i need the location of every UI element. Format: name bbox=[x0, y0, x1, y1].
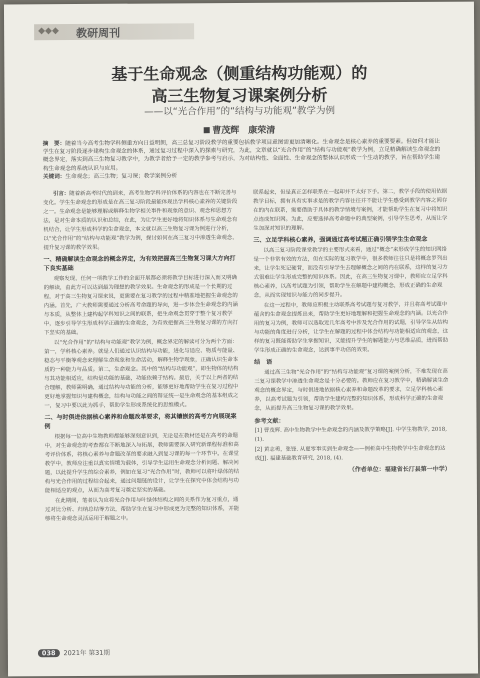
left-column bbox=[43, 189, 241, 525]
article-title-line1: 基于生命观念（侧重结构功能观）的 bbox=[111, 63, 368, 84]
right-column bbox=[253, 188, 451, 476]
author-affiliation: （作者单位：福建省长汀县第一中学） bbox=[348, 465, 451, 474]
intro-label: 引言： bbox=[53, 191, 70, 198]
author-bullet-icon bbox=[204, 127, 210, 133]
header-decoration: ◆◆◆ bbox=[38, 26, 59, 37]
author-line bbox=[5, 122, 475, 138]
section-heading-1: 一、精确解读生命观念的概念界定，为有效把握高三生物复习课大方向打下良实基础 bbox=[43, 255, 236, 273]
paragraph: 在此期间，笔者认为应将光合作用与叶绿体结构之间的关系作为复习重点，通过对比分析、归纳总结等方法，帮助学生在复习中形成更为完整的知识体系，并能够将生命观念灵活运用于解题之中。 bbox=[45, 497, 240, 523]
abstract-block bbox=[43, 138, 443, 181]
paragraph: 观察发现，任何一项教学工作的全面开展都必须将教学目标进行深入而又明确的解读，由此方可以达到最为理想的教学效果。生命观念的形成是一个长期的过程，对于高三生物复习课来说，更需要在复习教学的过程中精准地把握生命观念的内涵。首先，广大教师需要通过分析高考命题的导向，进一步体会生命观念的内涵与本质，从整体上建构起学科知识之间的联系，把生命观念贯穿于整个复习教学中，逐步引导学生形成科学正确的生命观念，为有效把握高三生物复习课的方向打下坚实的基础。 bbox=[43, 275, 238, 337]
references-heading: 参考文献： bbox=[254, 417, 285, 425]
page-number: 038 bbox=[38, 649, 60, 657]
paragraph: 以“光合作用”的“结构与功能观”教学为例，概念界定的解读可分为两个方面：第一，学科核心素养。就是人们通过认识结构与功能，进化与适应、物质与能量、稳态与平衡等观念来理解生命现象和生命活动，解释生物学现象，正确认识生命本质的一种能力与品质。第二，生命观念。其中的“结构与功能观”，即生物体的结构与其功能相适应，结构是功能的基础，功能依赖于结构。最后，关于以上两者的结合理解，教师需明确，通过结构与功能的分析，能够更好地帮助学生在复习过程中更好地掌握知识与建构概念，结构与功能之间的辩证统一是生命观念的基本组成之一，复习中要以此为抓手，帮助学生形成系统化的思维模式。 bbox=[44, 339, 239, 410]
article-title-line2: 高三生物复习课案例分析 bbox=[151, 85, 328, 106]
paragraph: 根据每一位高中生物教师都能够深刻意识到，无论是在教材还是在高考的命题中，对生命观念的考查都在不断地深入与拓展，教师需要深入研究新课程标准和高考评价体系，将核心素养与命题改革的要求融入到复习课的每一个环节中。在课堂教学中，教师应注重以真实情境为载体，引导学生运用生命观念分析问题、解决问题，以此提升学生的综合素养，例如在复习“光合作用”时，教师可以将叶绿体的结构与光合作用的过程结合起来，通过问题链的设计，让学生在探究中体会结构与功能相适应的观点，从而为高考复习奠定坚实的基础。 bbox=[44, 433, 240, 495]
keywords-text: 生命观念；高三生物；复习课；教学案例分析 bbox=[65, 173, 178, 180]
article-subtitle: ——以“光合作用”的“结构与功能观”教学为例 bbox=[144, 105, 335, 118]
journal-page bbox=[4, 2, 478, 677]
paragraph: 联系起来，但是真正怎样联系在一起却并不太好下手。第二，教学手段的使用依据教学目标，拥有具有实事求是的教学内容往往并不能让学生感受到教学内容之间存在的内在联系，需要借助于具体的教学情境与案例，才能帮助学生在复习中将知识点连成知识网。为此，应要选择高考命题中的典型案例，引导学生思考，从而让学生加深对知识的理解。 bbox=[253, 188, 448, 232]
paragraph: 以高三复习阶段课堂教学的主要形式来看，通过“概念”来形成学生的知识网络是一个非常有效的方法，但在实际的复习教学中，很多教师往往只是将概念罗列出来，让学生死记硬背，而没有引导学生去理解概念之间的内在联系，这样的复习方式很难让学生形成完整的知识体系。因此，在高三生物复习课中，教师应立足学科核心素养，以高考试题为引领，帮助学生在解题中建构概念，形成正确的生命观念，从而实现知识与能力的同步提升。 bbox=[253, 246, 448, 299]
conclusion-heading: 结 语 bbox=[254, 358, 273, 366]
column-title: 教研周刊 bbox=[76, 26, 121, 41]
column-header bbox=[34, 23, 194, 40]
section-heading-3: 三、立足学科核心素养，强调通过高考试题正确引领学生生命观念 bbox=[253, 235, 428, 244]
author-names: 曹茂辉 康荣清 bbox=[212, 125, 276, 137]
abstract-text: 随着当今高考生物学科侧重方向日益明朗，高三总复习阶段教学的重要包括教学项目意图需更加清晰化。生命观念是核心素养的重要要素。但如何才能让学生在复习阶段逐步建构生命观念的体系，通过复习过程中深入的探索与研究，为此，文章就以“光合作用”的“结构与功能观”教学为例，立足精确解读生命观念的概念界定，落实到高三生物复习教学中，为教学者给予一定的教学参考与启示，为对结构性、全面性、生命观念的整体认识形成一个生动的教学，旨在帮助学生建构生命观念的系统认识与应用。 bbox=[42, 138, 441, 172]
page-footer bbox=[38, 648, 110, 657]
issue-info: 2021年 第31期 bbox=[63, 648, 110, 658]
intro-text: 随着新高考时代的到来，高考生物学科评价体系的内容也在不断完善与变化。学生生命观念的形成是在高三复习阶段最能体现出学科核心素养的关键阶段之一。生命观念是能够理解或解释生物学相关事件和现象的意识、观念和思想方法，是对生命本质的认识和总结，在此，为让学生更好地将知识体系与生命观念有机结合，让学生形成科学的生命观念，本文就以高三生物复习课为例进行分析，以“光合作用”的“结构与功能观”教学为例，探讨如何在高三复习中渗透生命观念，提升复习课的教学效果。 bbox=[43, 190, 238, 252]
keywords-label: 关键词： bbox=[42, 173, 66, 181]
intro-paragraph bbox=[43, 189, 239, 253]
paragraph: 通过高三生物“光合作用”的“结构与功能观”复习课的案例分析，不难发现在高三复习课教学中渗透生命观念是十分必要的。教师应在复习教学中，精确解读生命观念的概念界定，与时俱进地依据核心素养和命题改革的要求，立足学科核心素养，以高考试题为引领，帮助学生建构完整的知识体系，形成科学正确的生命观念，从而提升高三生物复习课的教学效果。 bbox=[254, 368, 449, 412]
paragraph: 在这一过程中，教师应积极主动联系高考试题与复习教学，并且将高考试题中蕴含的生命观念提炼出来，帮助学生更好地理解和把握生命观念的内涵。以光合作用的复习为例，教师可以选取近几年高考中涉及光合作用的试题，引导学生从结构与功能的角度进行分析，让学生在解题的过程中体会结构与功能相适应的观念，这样的复习既能帮助学生掌握知识，又能提升学生的解题能力与思维品质，进而帮助学生形成正确的生命观念，达到事半功倍的效果。 bbox=[253, 301, 449, 354]
abstract-label: 摘 要： bbox=[42, 141, 66, 148]
section-heading-2: 二、与时俱进依据核心素养和命题改革要求，将其镶嵌的高考方向展现案例 bbox=[44, 413, 237, 431]
reference-item: [2] 黄志勇，张锋. 从夏零事实到生命观念——例析高中生物教学中生命观念的达成[J]. 福建基础教育研究, 2018, (4). bbox=[254, 445, 446, 462]
reference-item: [1] 曹茂辉. 高中生物教学中生命观念的内涵及教学策略[J]. 中学生物教学, 2018, (1). bbox=[254, 426, 447, 443]
